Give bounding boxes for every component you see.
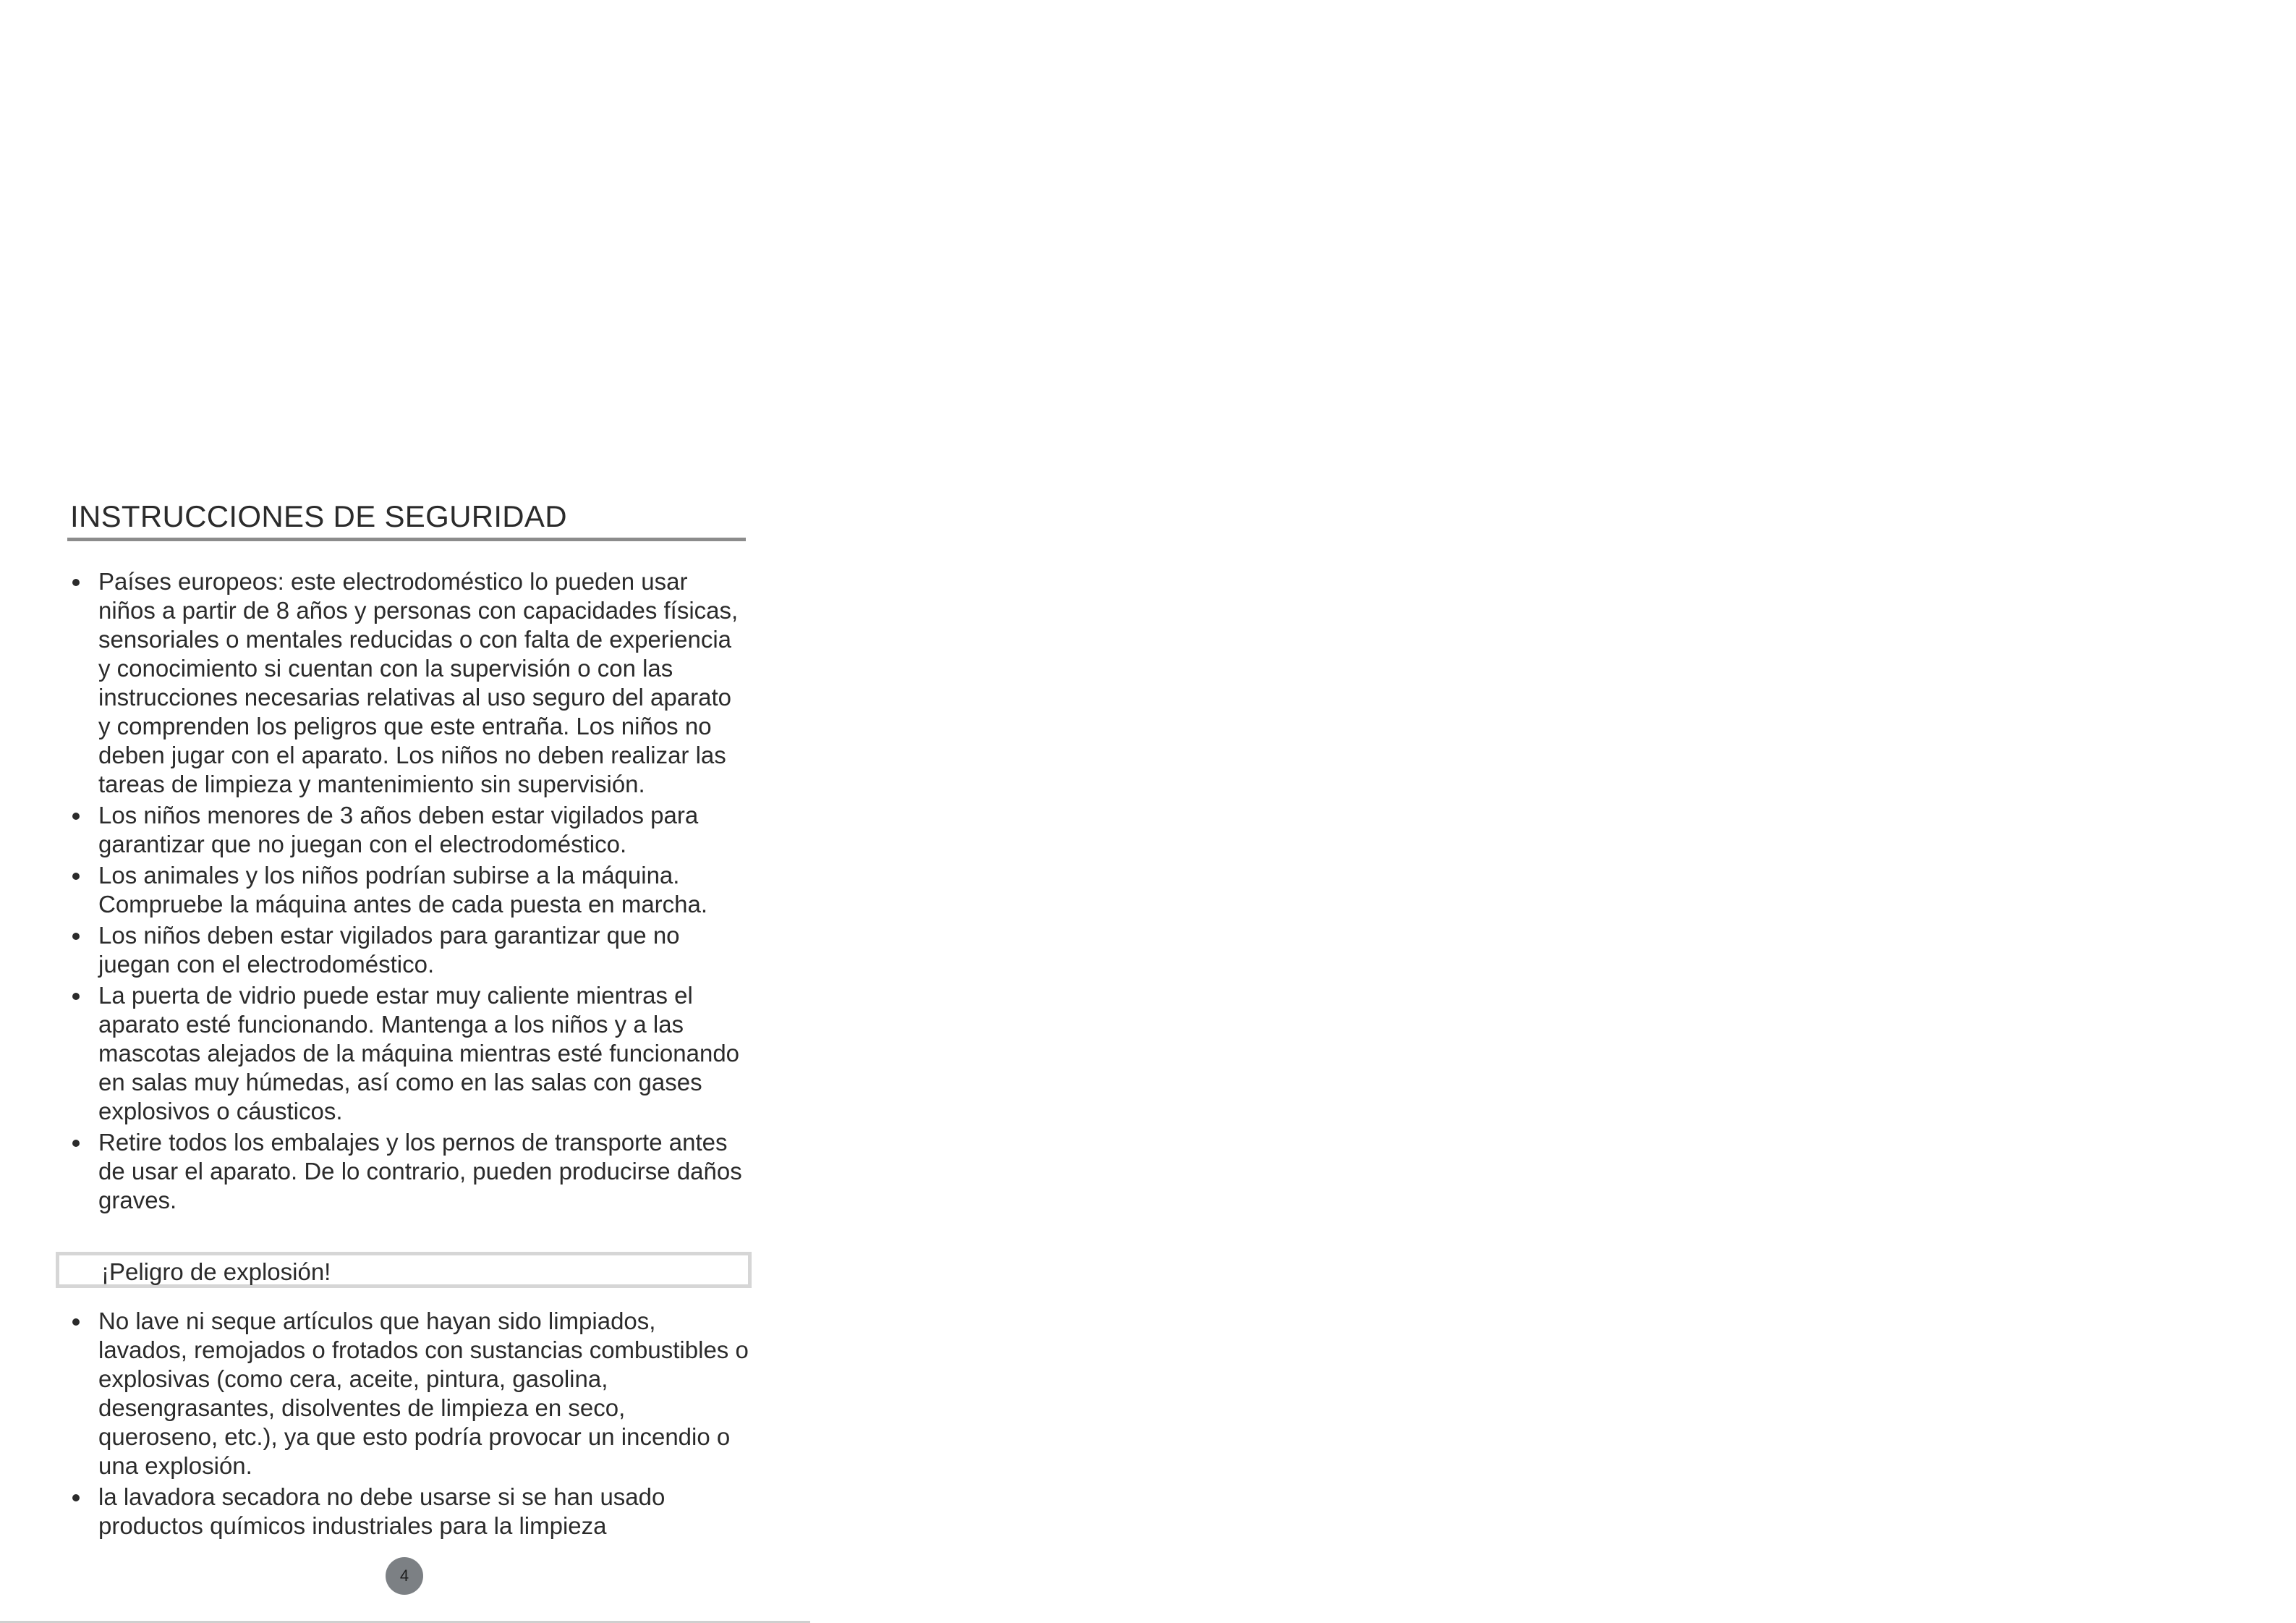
bullet-item [69, 1483, 749, 1541]
bullet-dot-icon [72, 579, 80, 586]
bullet-item [69, 567, 749, 799]
bullet-text: Países europeos: este electrodoméstico lo pueden usar niños a partir de 8 años y personas con capacidades físicas, sensoriales o mentales reducidas o con falta de experiencia y conocimiento si cuentan con la supervisión o con las instrucciones necesarias relativas al uso seguro del aparato y comprenden los peligros que este entraña. Los niños no deben jugar con el aparato. Los niños no deben realizar las tareas de limpieza y mantenimiento sin supervisión. [98, 568, 739, 797]
safety-bullet-list [69, 567, 749, 1217]
explosion-bullet-list [69, 1307, 749, 1543]
bullet-dot-icon [72, 873, 80, 880]
bullet-text: Los animales y los niños podrían subirse a la máquina. Compruebe la máquina antes de cada puesta en marcha. [98, 862, 708, 918]
bullet-text: Los niños deben estar vigilados para garantizar que no juegan con el electrodoméstico. [98, 922, 680, 978]
bullet-dot-icon [72, 813, 80, 820]
bullet-dot-icon [72, 1494, 80, 1501]
title-underline [67, 538, 746, 541]
bullet-item [69, 1128, 749, 1215]
bullet-text: Los niños menores de 3 años deben estar vigilados para garantizar que no juegan con el electrodoméstico. [98, 802, 699, 857]
bullet-item [69, 801, 749, 859]
bullet-dot-icon [72, 933, 80, 940]
bullet-text: No lave ni seque artículos que hayan sido limpiados, lavados, remojados o frotados con sustancias combustibles o explosivas (como cera, aceite, pintura, gasolina, desengrasantes, disolventes de limpieza en seco, queroseno, etc.), ya que esto podría provocar un incendio o una explosión. [98, 1308, 749, 1479]
bullet-item [69, 861, 749, 919]
bullet-item [69, 921, 749, 979]
bullet-text: la lavadora secadora no debe usarse si se han usado productos químicos industriales para la limpieza [98, 1483, 666, 1539]
explosion-warning-box [56, 1252, 752, 1288]
bullet-dot-icon [72, 1318, 80, 1326]
bullet-item [69, 1307, 749, 1480]
warning-text: ¡Peligro de explosión! [101, 1258, 331, 1285]
bullet-text: Retire todos los embalajes y los pernos de transporte antes de usar el aparato. De lo contrario, pueden producirse daños graves. [98, 1129, 742, 1213]
bullet-item [69, 981, 749, 1126]
section-title: INSTRUCCIONES DE SEGURIDAD [70, 499, 567, 533]
bullet-dot-icon [72, 1140, 80, 1147]
bullet-dot-icon [72, 993, 80, 1000]
bullet-text: La puerta de vidrio puede estar muy caliente mientras el aparato esté funcionando. Mantenga a los niños y a las mascotas alejados de la máquina mientras esté funcionando en salas muy húmedas, así como en las salas con gases explosivos o cáusticos. [98, 982, 740, 1124]
page-number-badge: 4 [386, 1557, 423, 1595]
